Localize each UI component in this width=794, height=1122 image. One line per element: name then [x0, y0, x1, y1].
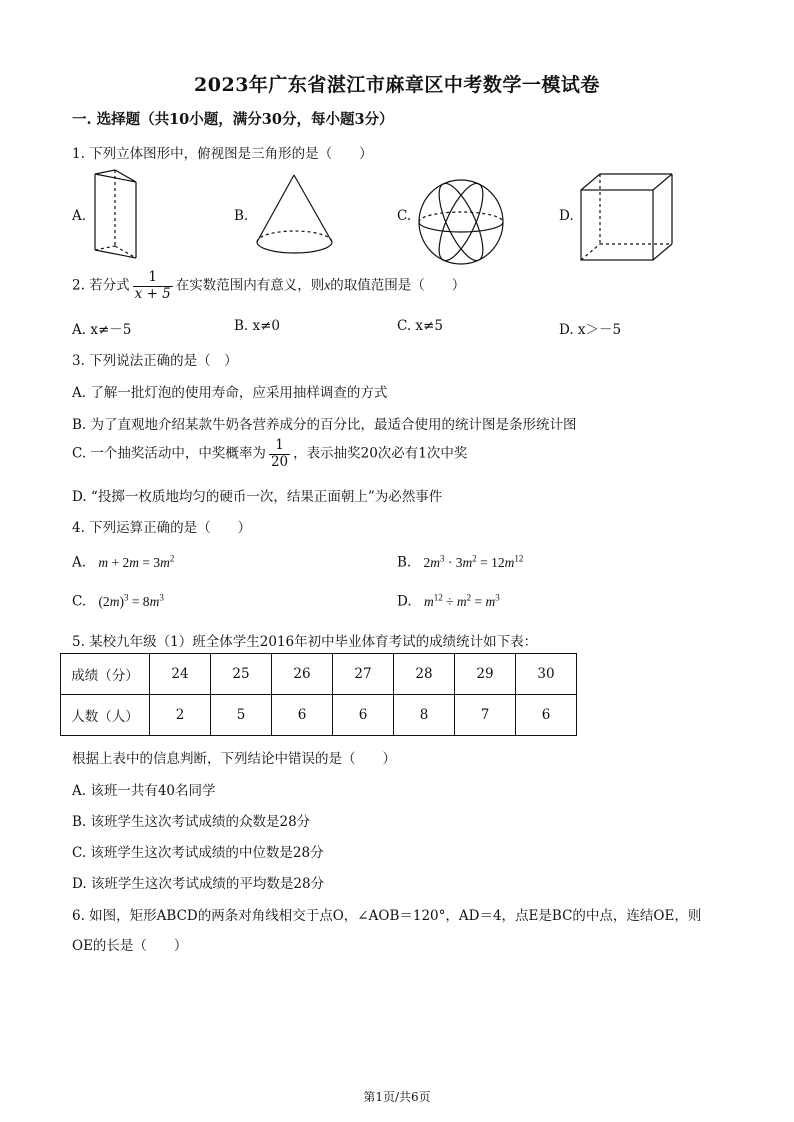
table-row	[61, 695, 577, 736]
table-cell: 30	[516, 654, 577, 695]
table-cell: 6	[516, 695, 577, 736]
table-cell: 6	[272, 695, 333, 736]
q3-fraction	[269, 438, 290, 470]
table-cell: 24	[150, 654, 211, 695]
question-6-line-1: 6. 如图，矩形ABCD的两条对角线相交于点O，∠AOB＝120°，AD＝4，点E是BC的中点，连结OE，则	[72, 908, 702, 924]
q2-option-b: B. x≠0	[234, 318, 281, 334]
q4-option-d	[397, 592, 500, 610]
q2-fraction-numerator: 1	[133, 270, 173, 287]
q2-option-d: D. x＞－5	[559, 322, 622, 338]
question-3-stem: 3. 下列说法正确的是（ ）	[72, 353, 238, 369]
q4-option-c	[72, 592, 164, 610]
table-cell: 8	[394, 695, 455, 736]
score-table	[60, 653, 577, 736]
table-cell: 26	[272, 654, 333, 695]
q3-option-c	[72, 438, 467, 470]
page-footer: 第1页/共6页	[363, 1090, 431, 1104]
q3-option-b: B. 为了直观地介绍某款牛奶各营养成分的百分比，最适合使用的统计图是条形统计图	[72, 417, 577, 433]
q3-fraction-denominator: 20	[270, 453, 289, 470]
q5-option-d: D. 该班学生这次考试成绩的平均数是28分	[72, 876, 325, 892]
q3-option-c-suffix: ，表示抽奖20次必有1次中奖	[293, 445, 468, 462]
q5-option-a: A. 该班一共有40名同学	[72, 783, 216, 799]
q4-option-b	[397, 553, 523, 571]
q5-option-b: B. 该班学生这次考试成绩的众数是28分	[72, 814, 311, 830]
table-cell: 7	[455, 695, 516, 736]
section-heading: 一. 选择题（共10小题，满分30分，每小题3分）	[72, 111, 394, 128]
question-4-stem: 4. 下列运算正确的是（ ）	[72, 520, 252, 536]
q3-fraction-numerator: 1	[269, 438, 290, 455]
table-header-cell: 成绩（分）	[61, 654, 150, 695]
q1-option-d-label: D.	[559, 208, 574, 224]
question-5-prompt: 根据上表中的信息判断，下列结论中错误的是（ ）	[72, 751, 396, 767]
table-row	[61, 654, 577, 695]
cube-figure	[578, 172, 676, 264]
q4-option-d-formula: $m^{12} \div m^2 = m^3$	[423, 592, 500, 609]
q3-option-d: D. “投掷一枚质地均匀的硬币一次，结果正面朝上”为必然事件	[72, 489, 443, 505]
q4-option-a	[72, 553, 174, 571]
q4-option-b-formula: $2m^3 \cdot 3m^2 = 12m^{12}$	[423, 553, 524, 570]
q1-option-b-label: B.	[234, 208, 249, 224]
q2-stem-suffix: 的取值范围是（ ）	[330, 277, 466, 294]
q3-option-c-prefix: C. 一个抽奖活动中，中奖概率为	[72, 445, 266, 462]
cone-figure	[254, 172, 336, 260]
q2-fraction-denominator: x + 5	[134, 285, 171, 302]
sphere-figure	[415, 176, 507, 268]
page-title: 2023年广东省湛江市麻章区中考数学一模试卷	[194, 74, 600, 96]
q4-option-a-formula: $m + 2m = 3m^2$	[98, 553, 175, 570]
q1-option-a-label: A.	[72, 208, 87, 224]
q4-option-a-label: A.	[72, 554, 87, 571]
q2-option-a: A. x≠－5	[72, 322, 132, 338]
table-cell: 5	[211, 695, 272, 736]
q2-stem-prefix: 2. 若分式	[72, 277, 130, 294]
q3-option-a: A. 了解一批灯泡的使用寿命，应采用抽样调查的方式	[72, 385, 388, 401]
question-1-stem: 1. 下列立体图形中，俯视图是三角形的是（ ）	[72, 146, 373, 162]
triangular-prism-figure	[90, 168, 150, 260]
table-cell: 25	[211, 654, 272, 695]
table-cell: 2	[150, 695, 211, 736]
q2-fraction	[133, 270, 173, 302]
q5-option-c: C. 该班学生这次考试成绩的中位数是28分	[72, 845, 324, 861]
q4-option-c-label: C.	[72, 593, 87, 610]
question-6-line-2: OE的长是（ ）	[72, 938, 188, 954]
table-cell: 6	[333, 695, 394, 736]
q4-option-d-label: D.	[397, 593, 412, 610]
q2-option-c: C. x≠5	[397, 318, 443, 334]
q2-variable: x	[324, 277, 331, 293]
table-header-cell: 人数（人）	[61, 695, 150, 736]
table-cell: 28	[394, 654, 455, 695]
q2-stem-middle: 在实数范围内有意义，则	[175, 277, 325, 294]
q1-option-c-label: C.	[397, 208, 412, 224]
question-5-stem: 5. 某校九年级（1）班全体学生2016年初中毕业体育考试的成绩统计如下表：	[72, 634, 538, 650]
table-cell: 29	[455, 654, 516, 695]
q4-option-c-formula: $(2m)^3 = 8m^3$	[98, 592, 164, 609]
question-2-stem	[72, 270, 465, 302]
table-cell: 27	[333, 654, 394, 695]
q4-option-b-label: B.	[397, 554, 412, 571]
